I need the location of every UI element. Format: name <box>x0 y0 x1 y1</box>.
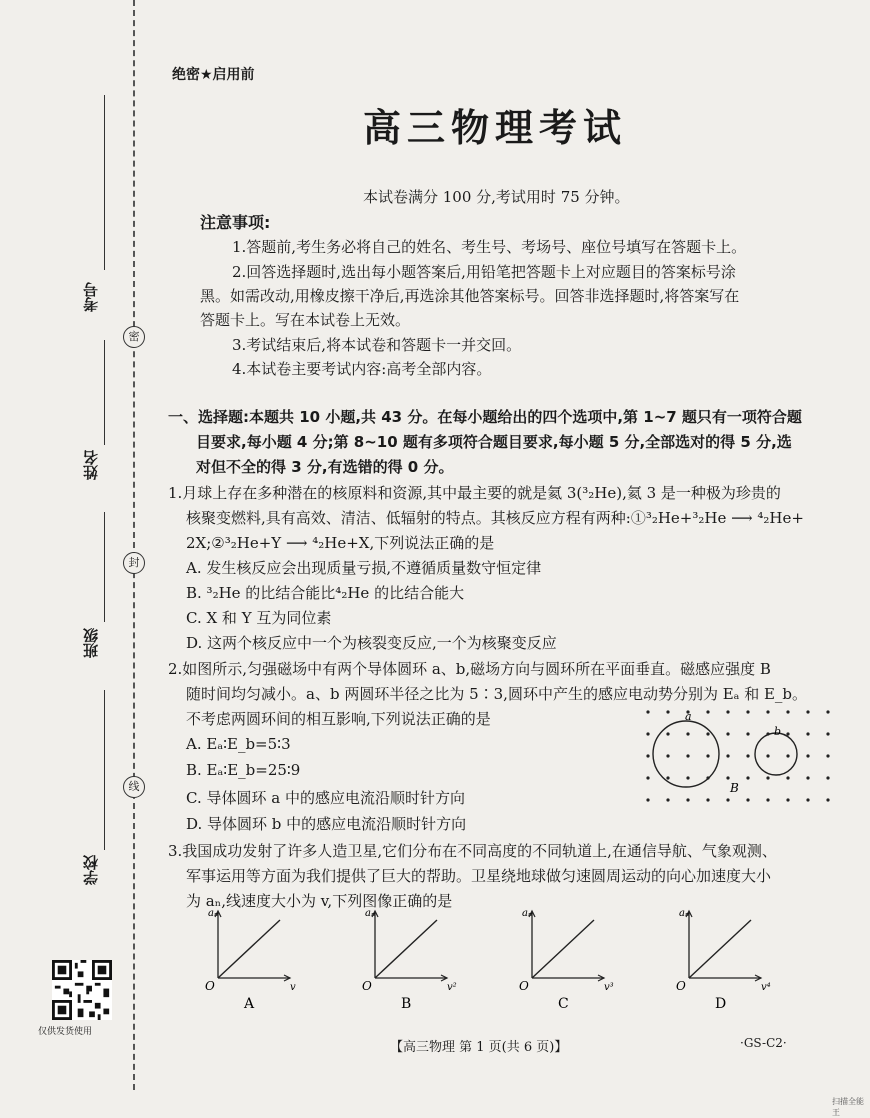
class-rule <box>104 512 105 622</box>
field-dot <box>706 798 709 801</box>
field-dot <box>806 732 809 735</box>
origin-label: O <box>676 979 686 993</box>
page-footer: 【高三物理 第 1 页(共 6 页)】 <box>390 1040 568 1055</box>
origin-label: O <box>519 979 529 993</box>
field-dot <box>646 732 649 735</box>
field-dot <box>746 710 749 713</box>
answer-option: D. 这两个核反应中一个为核裂变反应,一个为核聚变反应 <box>186 634 557 652</box>
field-dot <box>766 798 769 801</box>
notice-line: 黑。如需改动,用橡皮擦干净后,再选涂其他答案标号。回答非选择题时,将答案写在 <box>200 287 740 305</box>
answer-option: D. 导体圆环 b 中的感应电流沿顺时针方向 <box>186 815 467 833</box>
origin-label: O <box>362 979 372 993</box>
field-dot <box>646 776 649 779</box>
field-dot <box>826 710 829 713</box>
option-label: D <box>715 996 727 1012</box>
field-dot <box>726 710 729 713</box>
data-line <box>218 920 280 978</box>
question-text: 核聚变燃料,具有高效、清洁、低辐射的特点。其核反应方程有两种:①³₂He+³₂He ⟶ ⁴₂He+ <box>186 509 804 527</box>
x-axis-label: v⁴ <box>761 982 771 993</box>
field-dot <box>806 776 809 779</box>
school-label: 学校 <box>82 855 100 885</box>
field-dot <box>766 776 769 779</box>
notice-line: 4.本试卷主要考试内容:高考全部内容。 <box>232 360 492 378</box>
question-text: 军事运用等方面为我们提供了巨大的帮助。卫星绕地球做匀速圆周运动的向心加速度大小 <box>186 867 772 885</box>
option-label: A <box>244 996 255 1012</box>
origin-label: O <box>205 979 215 993</box>
section-heading: 一、选择题:本题共 10 小题,共 43 分。在每小题给出的四个选项中,第 1~7 题只有一项符合题 <box>168 408 802 426</box>
field-dot <box>646 710 649 713</box>
option-label: B <box>401 996 412 1012</box>
field-dot <box>706 754 709 757</box>
answer-option: B. Eₐ∶E_b=25∶9 <box>186 761 301 779</box>
ring-a-label: a <box>685 710 692 723</box>
notice-heading: 注意事项: <box>200 213 271 232</box>
name-label: 姓名 <box>82 450 100 480</box>
field-dot <box>786 754 789 757</box>
notice-line: 3.考试结束后,将本试卷和答题卡一并交回。 <box>232 336 522 354</box>
field-dot <box>666 754 669 757</box>
field-dot <box>786 732 789 735</box>
x-axis-label: v <box>290 982 296 993</box>
magnetic-field-figure <box>636 704 832 806</box>
section-heading: 目要求,每小题 4 分;第 8~10 题有多项符合题目要求,每小题 5 分,全部选对的得 5 分,选 <box>196 433 792 451</box>
y-axis-label: aₙ <box>365 908 376 919</box>
exam-meta: 本试卷满分 100 分,考试用时 75 分钟。 <box>363 188 630 206</box>
option-label: C <box>558 996 569 1012</box>
field-dot <box>826 776 829 779</box>
paper-code: ·GS-C2· <box>740 1036 787 1050</box>
x-axis-label: v² <box>447 982 457 993</box>
section-heading: 对但不全的得 3 分,有选错的得 0 分。 <box>196 458 454 476</box>
answer-option: C. X 和 Y 互为同位素 <box>186 609 332 627</box>
field-dot <box>686 798 689 801</box>
field-dot <box>766 710 769 713</box>
field-dot <box>806 710 809 713</box>
page-title: 高三物理考试 <box>362 106 627 150</box>
field-dot <box>806 798 809 801</box>
field-dot <box>826 754 829 757</box>
field-dot <box>806 754 809 757</box>
seal-xian: 线 <box>123 776 145 798</box>
field-dot <box>646 754 649 757</box>
question-text: 随时间均匀减小。a、b 两圆环半径之比为 5∶3,圆环中产生的感应电动势分别为 Eₐ 和 E_b。 <box>186 685 808 703</box>
data-line <box>375 920 437 978</box>
field-dot <box>746 776 749 779</box>
field-dot <box>726 732 729 735</box>
answer-option: C. 导体圆环 a 中的感应电流沿顺时针方向 <box>186 789 465 807</box>
y-axis-label: aₙ <box>522 908 533 919</box>
field-dot <box>646 798 649 801</box>
field-dot <box>686 776 689 779</box>
field-dot <box>686 754 689 757</box>
name-rule <box>104 340 105 445</box>
field-dot <box>666 798 669 801</box>
qr-caption: 仅供发货使用 <box>38 1027 93 1037</box>
class-label: 班级 <box>82 628 100 658</box>
field-dot <box>666 776 669 779</box>
notice-line: 答题卡上。写在本试卷上无效。 <box>200 311 411 329</box>
ring-a <box>653 721 719 787</box>
data-line <box>532 920 594 978</box>
question-text: 2X;②³₂He+Y ⟶ ⁴₂He+X,下列说法正确的是 <box>186 534 495 552</box>
seal-feng: 封 <box>123 552 145 574</box>
graph-option-A <box>205 908 296 1012</box>
question-text: 3.我国成功发射了许多人造卫星,它们分布在不同高度的不同轨道上,在通信导航、气象观测、 <box>168 842 777 860</box>
field-dot <box>666 710 669 713</box>
answer-option: A. Eₐ∶E_b=5∶3 <box>186 735 291 753</box>
question-text: 不考虑两圆环间的相互影响,下列说法正确的是 <box>186 710 491 728</box>
field-dot <box>726 754 729 757</box>
field-label-B: B <box>730 781 739 795</box>
field-dot <box>766 754 769 757</box>
notice-line: 1.答题前,考生务必将自己的姓名、考生号、考场号、座位号填写在答题卡上。 <box>232 238 747 256</box>
answer-option: A. 发生核反应会出现质量亏损,不遵循质量数守恒定律 <box>186 559 542 577</box>
field-dot <box>706 732 709 735</box>
field-dot <box>686 732 689 735</box>
binding-dashed-line <box>133 0 135 1090</box>
answer-option: B. ³₂He 的比结合能比⁴₂He 的比结合能大 <box>186 584 465 602</box>
data-line <box>689 920 751 978</box>
x-axis-label: v³ <box>604 982 614 993</box>
y-axis-label: aₙ <box>679 908 690 919</box>
field-dot <box>826 798 829 801</box>
ring-b <box>755 733 797 775</box>
field-dot <box>786 776 789 779</box>
scanner-watermark: 扫描全能王 <box>832 1097 864 1117</box>
question-text: 1.月球上存在多种潜在的核原料和资源,其中最主要的就是氦 3(³₂He),氦 3 是一种极为珍贵的 <box>168 484 781 502</box>
graph-options <box>196 908 796 1012</box>
field-dot <box>706 710 709 713</box>
field-dot <box>746 732 749 735</box>
qr-code-icon <box>52 960 112 1020</box>
graph-option-B <box>362 908 457 1012</box>
ring-b-label: b <box>774 725 782 738</box>
school-rule <box>104 690 105 850</box>
exam-number-label: 考号 <box>82 282 100 312</box>
field-dot <box>746 798 749 801</box>
confidential-mark: 绝密★启用前 <box>172 67 255 83</box>
question-text: 为 aₙ,线速度大小为 v,下列图像正确的是 <box>186 892 453 910</box>
field-dot <box>786 798 789 801</box>
field-dot <box>666 732 669 735</box>
field-dot <box>746 754 749 757</box>
field-dot <box>786 710 789 713</box>
question-text: 2.如图所示,匀强磁场中有两个导体圆环 a、b,磁场方向与圆环所在平面垂直。磁感应强度 B <box>168 660 771 678</box>
field-dot <box>726 776 729 779</box>
field-dot <box>726 798 729 801</box>
graph-option-C <box>519 908 614 1012</box>
y-axis-label: aₙ <box>208 908 219 919</box>
field-dot <box>826 732 829 735</box>
seal-mi: 密 <box>123 326 145 348</box>
notice-line: 2.回答选择题时,选出每小题答案后,用铅笔把答题卡上对应题目的答案标号涂 <box>232 263 736 281</box>
graph-option-D <box>676 908 771 1012</box>
